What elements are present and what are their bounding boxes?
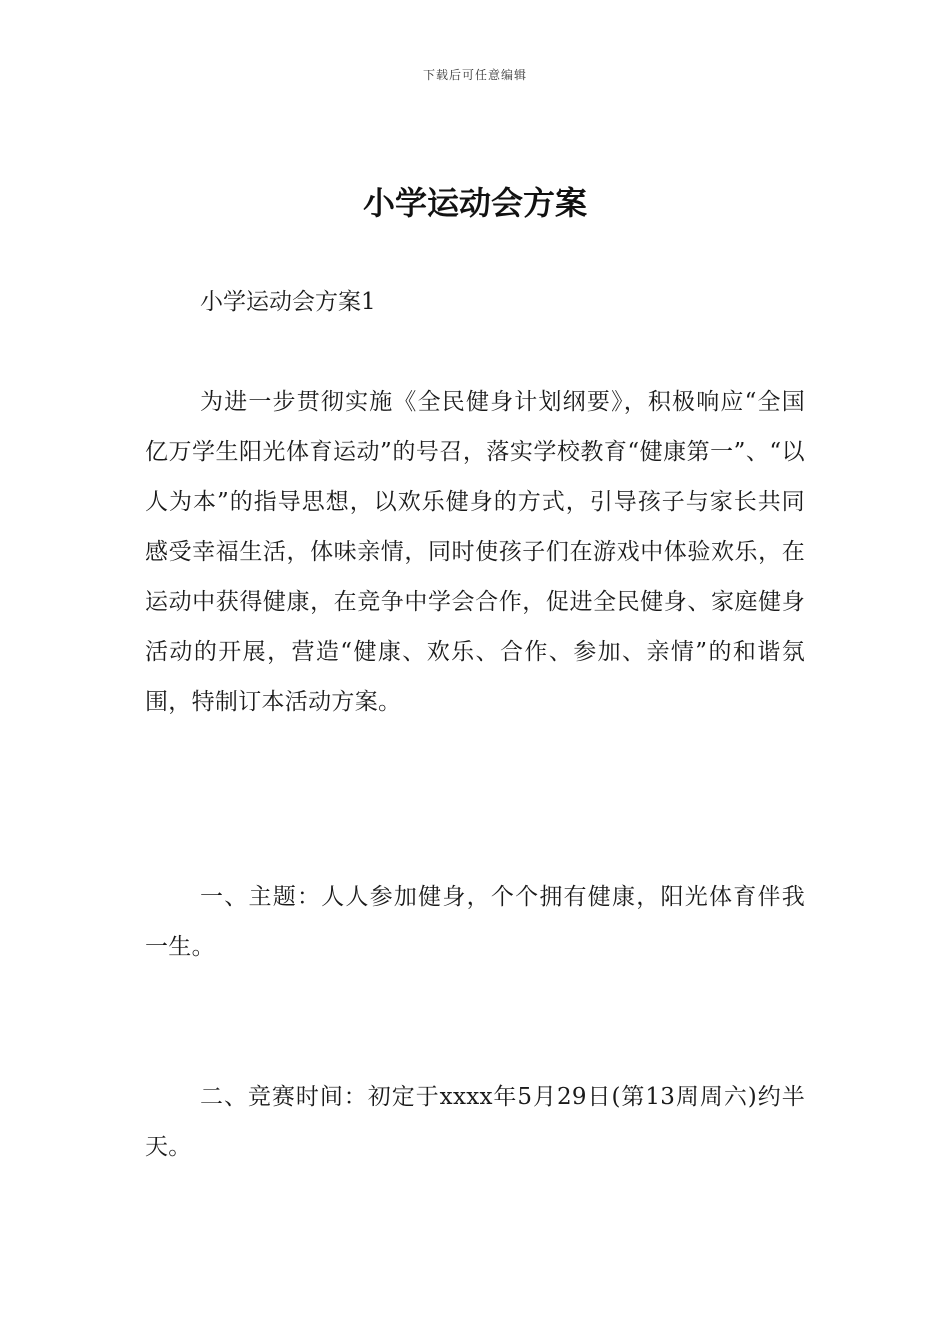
theme-paragraph: 一、主题：人人参加健身，个个拥有健康，阳光体育伴我一生。 <box>145 884 805 960</box>
intro-paragraph: 为进一步贯彻实施《全民健身计划纲要》，积极响应“全国亿万学生阳光体育运动”的号召，落实学校教育“健康第一”、“以人为本”的指导思想，以欢乐健身的方式，引导孩子与家长共同感受幸福生活，体味亲情，同时使孩子们在游戏中体验欢乐，在运动中获得健康，在竞争中学会合作，促进全民健身、家庭健身活动的开展，营造“健康、欢乐、合作、参加、亲情”的和谐氛围，特制订本活动方案。 <box>145 389 805 715</box>
competition-time-paragraph: 二、竞赛时间：初定于xxxx年5月29日(第13周周六)约半天。 <box>145 1084 805 1160</box>
header-note: 下载后可任意编辑 <box>422 68 527 82</box>
document-title: 小学运动会方案 <box>362 184 587 222</box>
section-heading: 小学运动会方案1 <box>200 289 376 315</box>
